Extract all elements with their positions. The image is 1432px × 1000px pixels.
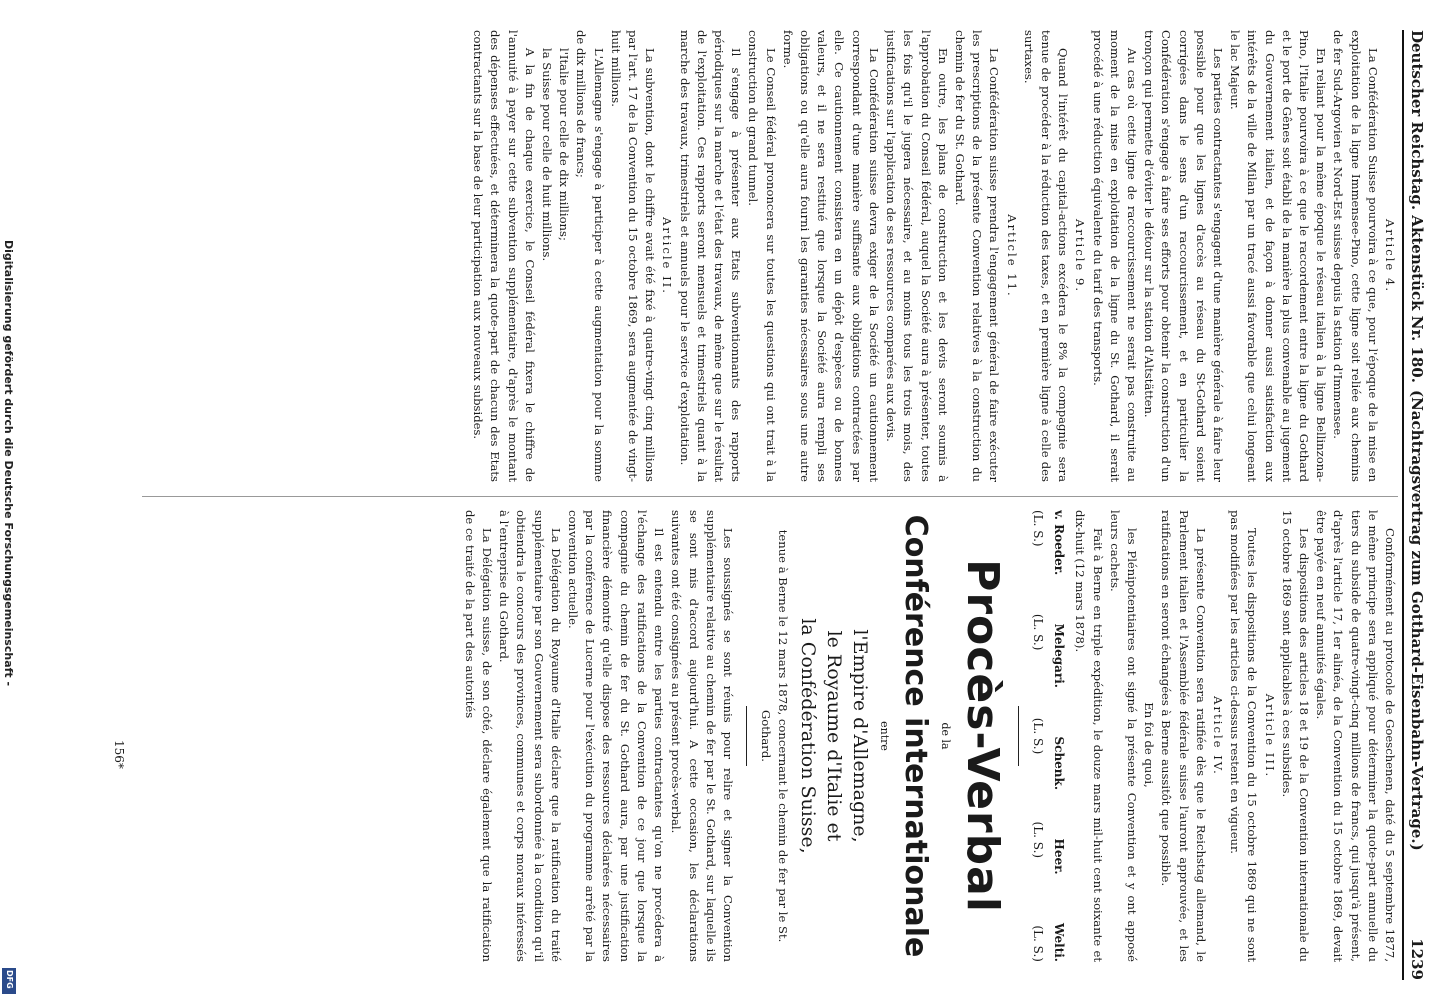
party-line: le Royaume d'Italie et bbox=[823, 630, 846, 842]
paragraph: La Délégation du Royaume d'Italie déclare que la ratification du traité supplémentaire par son Gouvernement sera subordonnée à la condition qu'il obtiendra le concours des provinces, communes et corps moraux intéressés à l'entreprise du Gothard. bbox=[497, 510, 563, 962]
proces-verbal-title: Procès-Verbal bbox=[956, 559, 1008, 913]
paragraph: Les soussignés se sont réunis pour relire et signer la Convention supplémentaire relative au chemin de fer par le St. Gothard, sur laquelle ils se sont mis d'accord aujourd'hui. A cette occasion, les déclarations suivantes ont été consignées au présent procès-verbal. bbox=[669, 510, 735, 962]
paragraph: En reliant pour la même époque le réseau italien à la ligne Bellinzona-Pino, l'Italie pourvoira à ce que le raccordement entre la ligne du Gothard et le port de Gênes soit établi de la manière la plus convenable au jugement du Gouvernement italien, et de façon à donner aussi satisfaction aux intérêts de la ville de Milan par un tracé aussi favorable que celui longeant le lac Majeur. bbox=[1228, 30, 1329, 482]
digitization-credit bbox=[3, 240, 15, 1000]
page-number: 1239 bbox=[1408, 938, 1426, 980]
paragraph: les Plénipotentiaires ont signé la présente Convention et y ont apposé leurs cachets. bbox=[1107, 510, 1139, 962]
paragraph: Quand l'intérêt du capital-actions excédera le 8% la compagnie sera tenue de procéder à la réduction des taxes, et en première ligne à celle des surtaxes. bbox=[1021, 30, 1071, 482]
separator-rule bbox=[1018, 706, 1019, 766]
conference-title: Conférence internationale bbox=[897, 514, 933, 958]
paragraph: L'Allemagne s'engage à participer à cette augmentation pour la somme de dix millions de francs; bbox=[574, 30, 606, 482]
paragraph: La Confédération suisse prendra l'engagement général de faire exécuter les prescriptions de la présente Convention relatives à la construction du chemin de fer du St. Gothard. bbox=[952, 30, 1002, 482]
paragraph: La Confédération Suisse pourvoira à ce que, pour l'époque de la mise en exploitation de la ligne Immensee-Pino, cette ligne soit reliée aux chemins de fer Sud-Argovien et Nord-Est suisse depuis la station d'Immensee. bbox=[1331, 30, 1380, 482]
paragraph: Il est entendu entre les parties contractantes qu'on ne procédera à l'échange des ratifications de la Convention de ce jour que lorsque la compagnie du chemin de fer du St. Gothard aura, par une justification financière démontré qu'elle dispose des ressources déclarées nécessaires par la conférence de Lucerne pour l'exécution du programme arrêté par la convention actuelle. bbox=[566, 510, 667, 962]
signatory: Welti. bbox=[1052, 923, 1067, 962]
paragraph: Toutes les dispositions de la Convention du 15 octobre 1869 qui ne sont pas modifiées par les articles ci-dessus restent en vigueur. bbox=[1228, 510, 1260, 962]
header-title: Deutscher Reichstag. Aktenstück Nr. 180. bbox=[1408, 30, 1426, 383]
paragraph: La Délégation suisse, de son côté, déclare également que la ratification de ce traité de la part des autorités bbox=[462, 510, 495, 962]
document-page bbox=[112, 0, 1432, 1000]
seal-mark: (L. S.) bbox=[1030, 925, 1045, 962]
paragraph: l'Italie pour celle de dix millions; bbox=[557, 48, 572, 241]
digitization-text: Digitalisierung gefördert durch die Deutsche Forschungsgemeinschaft - bbox=[2, 240, 15, 687]
paragraph: Au cas où cette ligne de raccourcissement ne serait pas construite au moment de la mise en exploitation de la ligne du St. Gothard, il serait procédé à une réduction équivalente du tarif des transports. bbox=[1090, 30, 1139, 482]
paragraph: A la fin de chaque exercice, le Conseil fédéral fixera le chiffre de l'annuité à payer sur cette subvention supplémentaire, d'après le montant des dépenses effectuées, et déterminera la quote-part de chacun des Etats contractants sur la base de leur participation aux nouveaux subsides. bbox=[471, 30, 537, 482]
paragraph: La subvention, dont le chiffre avait été fixé à quatre-vingt cinq millions par l'art. 17 de la Convention du 15 octobre 1869, sera augmentée de vingt-huit millions. bbox=[608, 30, 658, 482]
paragraph: Les parties contractantes s'engagent d'une manière générale à faire leur possible pour que les lignes d'accès au réseau du St-Gothard soient corrigées dans le sens d'un raccourcissement, et en particulier la Confédération s'engage à faire ses efforts pour obtenir la construction d'un tronçon qui permette d'éviter le détour sur la station d'Altstätten. bbox=[1142, 30, 1225, 482]
subtitle-connector: de la bbox=[938, 722, 952, 750]
article-heading: Article IV. bbox=[1210, 696, 1225, 776]
signatory: v. Roeder. bbox=[1052, 510, 1067, 576]
dfg-logo-icon bbox=[2, 968, 16, 994]
paragraph: la Suisse pour celle de huit millions. bbox=[540, 48, 555, 262]
seal-marks bbox=[1029, 510, 1046, 962]
signatures bbox=[1050, 510, 1067, 962]
running-header bbox=[1402, 30, 1428, 980]
column-divider bbox=[142, 496, 1398, 497]
seal-mark: (L. S.) bbox=[1030, 613, 1045, 651]
paragraph: Fait à Berne en triple expédition, le douze mars mil-huit cent soixante et dix-huit (12 mars 1878). bbox=[1073, 510, 1105, 962]
signatory: Heer. bbox=[1052, 838, 1067, 875]
article-heading: Article 11. bbox=[1004, 214, 1019, 298]
right-column bbox=[132, 510, 1398, 962]
attestation: En foi de quoi, bbox=[1142, 702, 1157, 788]
paragraph: tenue à Berne le 12 mars 1878, concernant le chemin de fer par le St. Gothard. bbox=[759, 529, 791, 943]
seal-mark: (L. S.) bbox=[1030, 510, 1045, 547]
seal-mark: (L. S.) bbox=[1030, 717, 1045, 755]
party-line: la Confédération Suisse, bbox=[797, 618, 820, 854]
seal-mark: (L. S.) bbox=[1030, 821, 1045, 859]
paragraph: En outre, les plans de construction et les devis seront soumis à l'approbation du Conseil fédéral, auquel la Société aura à présenter, toutes les fois qu'il le jugera nécessaire, et au moins tous les trois mois, des justifications sur l'application de ses ressources comparées aux devis. bbox=[884, 30, 950, 482]
article-heading: Article II. bbox=[660, 217, 675, 295]
left-column bbox=[132, 30, 1398, 482]
signatory: Melegari. bbox=[1052, 623, 1067, 688]
sheet-signature: 156* bbox=[112, 740, 126, 769]
article-heading: Article III. bbox=[1262, 693, 1277, 779]
signatory: Schenk. bbox=[1052, 736, 1067, 791]
paragraph: La présente Convention sera ratifiée dès que le Reichstag allemand, le Parlement italien et l'Assemblée fédérale suisse l'auront approuvée, et les ratifications en seront échangées à Berne aussitôt que possible. bbox=[1159, 510, 1208, 962]
paragraph: Le Conseil fédéral prononcera sur toutes les questions qui ont trait à la construction du grand tunnel. bbox=[746, 30, 778, 482]
header-subtitle: (Nachtragsvertrag zum Gotthard-Eisenbahn-Vertrage.) bbox=[1408, 390, 1426, 851]
subtitle-connector: entre bbox=[877, 721, 891, 751]
dfg-logo-text: DFG bbox=[5, 970, 14, 989]
paragraph: Les dispositions des articles 18 et 19 de la Convention internationale du 15 octobre 1869 sont applicables à ces subsides. bbox=[1279, 510, 1311, 962]
paragraph: Il s'engage à présenter aux Etats subventionnants des rapports périodiques sur la marche et l'état des travaux, de même que sur le résultat de l'exploitation. Ces rapports seront mensuels et trimestriels quant à la marche des travaux, trimestriels et annuels pour le service d'exploitation. bbox=[677, 30, 744, 482]
party-line: l'Empire d'Allemagne, bbox=[849, 629, 872, 843]
article-heading: Article 9. bbox=[1073, 218, 1088, 294]
paragraph: Conformément au protocole de Goeschenen, daté du 5 septembre 1877, le même principe sera appliqué pour déterminer la quote-part annuelle du tiers du subside de quatre-vingt-cinq millions de francs, qui jusqu'à présent, d'après l'article 17, 1er alinéa, de la Convention du 15 octobre 1869, devait être payée en neuf annuités égales. bbox=[1314, 510, 1397, 962]
separator-rule bbox=[746, 706, 747, 766]
paragraph: La Confédération suisse devra exiger de la Société un cautionnement correspondant d'une manière suffisante aux obligations contractées par elle. Ce cautionnement consistera en un dépôt d'espèces ou de bonnes valeurs, et il ne sera restitué que lorsque la Société aura rempli ses obligations ou qu'elle aura fourni les garanties nécessaires sous une autre forme. bbox=[780, 30, 881, 482]
article-heading: Article 4. bbox=[1383, 218, 1397, 294]
